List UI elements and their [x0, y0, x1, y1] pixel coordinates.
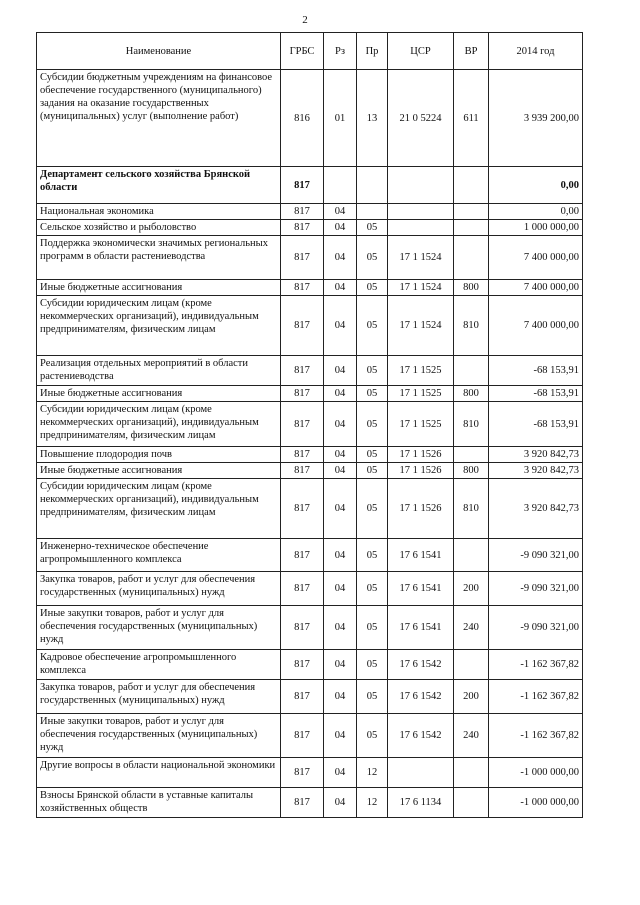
row-grbs: 817	[281, 788, 324, 818]
row-rz: 04	[324, 447, 357, 463]
row-vr: 800	[454, 280, 489, 296]
header-csr: ЦСР	[388, 33, 454, 70]
row-amount: 1 000 000,00	[489, 220, 583, 236]
row-amount: 7 400 000,00	[489, 236, 583, 280]
row-grbs: 817	[281, 572, 324, 606]
row-amount: -1 162 367,82	[489, 680, 583, 714]
table-row	[37, 650, 583, 680]
row-name: Иные закупки товаров, работ и услуг для обеспечения государственных (муниципальных) нужд	[37, 714, 281, 758]
row-amount: -9 090 321,00	[489, 572, 583, 606]
row-amount: 3 920 842,73	[489, 463, 583, 479]
row-csr: 17 1 1526	[388, 447, 454, 463]
row-name: Инженерно-техническое обеспечение агропромышленного комплекса	[37, 539, 281, 572]
row-grbs: 817	[281, 539, 324, 572]
row-name: Субсидии бюджетным учреждениям на финансовое обеспечение государственного (муниципального) задания на оказание государственных (муниципальных) услуг (выполнение работ)	[37, 70, 281, 167]
row-rz: 04	[324, 296, 357, 356]
table-row	[37, 280, 583, 296]
row-vr	[454, 788, 489, 818]
row-csr: 17 6 1541	[388, 572, 454, 606]
table-row	[37, 356, 583, 386]
row-csr: 17 6 1542	[388, 650, 454, 680]
row-csr	[388, 204, 454, 220]
row-rz: 04	[324, 539, 357, 572]
row-vr: 810	[454, 296, 489, 356]
table-row	[37, 463, 583, 479]
row-csr: 17 6 1541	[388, 539, 454, 572]
row-amount: -68 153,91	[489, 356, 583, 386]
row-vr: 200	[454, 572, 489, 606]
row-grbs: 817	[281, 280, 324, 296]
row-grbs: 817	[281, 447, 324, 463]
header-grbs: ГРБС	[281, 33, 324, 70]
row-name: Иные бюджетные ассигнования	[37, 280, 281, 296]
row-vr	[454, 220, 489, 236]
row-vr	[454, 167, 489, 204]
row-rz: 04	[324, 402, 357, 447]
row-vr	[454, 447, 489, 463]
row-pr: 05	[357, 539, 388, 572]
table-row	[37, 70, 583, 167]
row-pr: 05	[357, 356, 388, 386]
row-amount: 3 920 842,73	[489, 479, 583, 539]
row-pr: 05	[357, 714, 388, 758]
row-csr: 21 0 5224	[388, 70, 454, 167]
row-amount: 0,00	[489, 167, 583, 204]
row-grbs: 817	[281, 386, 324, 402]
row-pr: 05	[357, 296, 388, 356]
row-amount: -1 162 367,82	[489, 650, 583, 680]
row-grbs: 817	[281, 236, 324, 280]
row-rz: 04	[324, 572, 357, 606]
row-rz: 04	[324, 463, 357, 479]
row-pr	[357, 167, 388, 204]
row-name: Иные бюджетные ассигнования	[37, 463, 281, 479]
row-pr: 05	[357, 402, 388, 447]
row-grbs: 817	[281, 758, 324, 788]
header-vr: ВР	[454, 33, 489, 70]
row-amount: -1 000 000,00	[489, 788, 583, 818]
row-csr: 17 1 1526	[388, 479, 454, 539]
row-csr	[388, 220, 454, 236]
row-name: Субсидии юридическим лицам (кроме некоммерческих организаций), индивидуальным предпринимателям, физическим лицам	[37, 296, 281, 356]
row-name: Субсидии юридическим лицам (кроме некоммерческих организаций), индивидуальным предпринимателям, физическим лицам	[37, 402, 281, 447]
table-row	[37, 204, 583, 220]
row-name: Сельское хозяйство и рыболовство	[37, 220, 281, 236]
header-amount: 2014 год	[489, 33, 583, 70]
row-pr: 05	[357, 606, 388, 650]
row-vr	[454, 356, 489, 386]
table-row	[37, 714, 583, 758]
row-name: Иные бюджетные ассигнования	[37, 386, 281, 402]
row-pr: 05	[357, 479, 388, 539]
row-name: Реализация отдельных мероприятий в области растениеводства	[37, 356, 281, 386]
row-vr	[454, 539, 489, 572]
row-csr: 17 1 1525	[388, 386, 454, 402]
table-row	[37, 680, 583, 714]
table-row	[37, 758, 583, 788]
row-grbs: 817	[281, 463, 324, 479]
row-vr: 810	[454, 402, 489, 447]
table-row	[37, 296, 583, 356]
row-grbs: 817	[281, 204, 324, 220]
row-name: Закупка товаров, работ и услуг для обеспечения государственных (муниципальных) нужд	[37, 572, 281, 606]
row-vr: 611	[454, 70, 489, 167]
table-row	[37, 220, 583, 236]
row-rz: 04	[324, 356, 357, 386]
table-header-row	[37, 33, 583, 70]
row-rz: 04	[324, 758, 357, 788]
row-rz: 04	[324, 386, 357, 402]
row-name: Повышение плодородия почв	[37, 447, 281, 463]
row-csr: 17 1 1525	[388, 402, 454, 447]
header-rz: Рз	[324, 33, 357, 70]
row-grbs: 817	[281, 220, 324, 236]
table-row	[37, 788, 583, 818]
row-name: Закупка товаров, работ и услуг для обеспечения государственных (муниципальных) нужд	[37, 680, 281, 714]
row-rz: 01	[324, 70, 357, 167]
row-grbs: 817	[281, 714, 324, 758]
row-amount: -68 153,91	[489, 402, 583, 447]
row-amount: 7 400 000,00	[489, 280, 583, 296]
row-csr: 17 6 1541	[388, 606, 454, 650]
row-rz: 04	[324, 680, 357, 714]
row-name: Кадровое обеспечение агропромышленного комплекса	[37, 650, 281, 680]
row-pr: 05	[357, 463, 388, 479]
row-vr: 810	[454, 479, 489, 539]
row-name: Иные закупки товаров, работ и услуг для обеспечения государственных (муниципальных) нужд	[37, 606, 281, 650]
row-grbs: 817	[281, 167, 324, 204]
row-vr	[454, 650, 489, 680]
page-number: 2	[302, 14, 308, 26]
row-name: Субсидии юридическим лицам (кроме некоммерческих организаций), индивидуальным предпринимателям, физическим лицам	[37, 479, 281, 539]
row-csr	[388, 758, 454, 788]
row-csr: 17 6 1134	[388, 788, 454, 818]
row-grbs: 817	[281, 296, 324, 356]
row-csr: 17 1 1526	[388, 463, 454, 479]
row-amount: 7 400 000,00	[489, 296, 583, 356]
budget-table	[36, 32, 583, 818]
row-pr: 12	[357, 788, 388, 818]
row-name: Национальная экономика	[37, 204, 281, 220]
row-csr: 17 1 1524	[388, 296, 454, 356]
row-vr: 800	[454, 386, 489, 402]
row-amount: -1 000 000,00	[489, 758, 583, 788]
row-vr	[454, 204, 489, 220]
row-rz: 04	[324, 714, 357, 758]
row-vr: 200	[454, 680, 489, 714]
row-vr: 800	[454, 463, 489, 479]
row-rz	[324, 167, 357, 204]
row-pr	[357, 204, 388, 220]
row-pr: 05	[357, 280, 388, 296]
row-csr: 17 1 1525	[388, 356, 454, 386]
row-csr: 17 1 1524	[388, 236, 454, 280]
table-row	[37, 447, 583, 463]
row-rz: 04	[324, 479, 357, 539]
row-pr: 05	[357, 220, 388, 236]
table-row	[37, 606, 583, 650]
row-grbs: 817	[281, 356, 324, 386]
table-row	[37, 539, 583, 572]
row-rz: 04	[324, 204, 357, 220]
row-pr: 05	[357, 236, 388, 280]
row-csr: 17 6 1542	[388, 680, 454, 714]
row-grbs: 817	[281, 479, 324, 539]
row-amount: 0,00	[489, 204, 583, 220]
table-row	[37, 402, 583, 447]
row-csr	[388, 167, 454, 204]
row-name: Другие вопросы в области национальной экономики	[37, 758, 281, 788]
row-rz: 04	[324, 788, 357, 818]
row-csr: 17 6 1542	[388, 714, 454, 758]
row-amount: -9 090 321,00	[489, 606, 583, 650]
row-pr: 05	[357, 386, 388, 402]
row-rz: 04	[324, 650, 357, 680]
row-grbs: 816	[281, 70, 324, 167]
row-csr: 17 1 1524	[388, 280, 454, 296]
table-row	[37, 572, 583, 606]
row-pr: 13	[357, 70, 388, 167]
row-vr	[454, 236, 489, 280]
row-grbs: 817	[281, 606, 324, 650]
row-name: Поддержка экономически значимых региональных программ в области растениеводства	[37, 236, 281, 280]
header-pr: Пр	[357, 33, 388, 70]
row-pr: 05	[357, 650, 388, 680]
row-rz: 04	[324, 236, 357, 280]
row-amount: 3 920 842,73	[489, 447, 583, 463]
row-amount: -68 153,91	[489, 386, 583, 402]
row-pr: 05	[357, 447, 388, 463]
row-amount: 3 939 200,00	[489, 70, 583, 167]
row-grbs: 817	[281, 680, 324, 714]
row-vr: 240	[454, 606, 489, 650]
row-pr: 12	[357, 758, 388, 788]
row-amount: -9 090 321,00	[489, 539, 583, 572]
row-rz: 04	[324, 220, 357, 236]
row-grbs: 817	[281, 402, 324, 447]
row-amount: -1 162 367,82	[489, 714, 583, 758]
table-row	[37, 167, 583, 204]
row-grbs: 817	[281, 650, 324, 680]
table-row	[37, 236, 583, 280]
table-row	[37, 479, 583, 539]
row-name: Департамент сельского хозяйства Брянской области	[37, 167, 281, 204]
row-name: Взносы Брянской области в уставные капиталы хозяйственных обществ	[37, 788, 281, 818]
header-name: Наименование	[37, 33, 281, 70]
row-vr: 240	[454, 714, 489, 758]
table-row	[37, 386, 583, 402]
row-pr: 05	[357, 680, 388, 714]
row-rz: 04	[324, 606, 357, 650]
row-rz: 04	[324, 280, 357, 296]
row-vr	[454, 758, 489, 788]
row-pr: 05	[357, 572, 388, 606]
